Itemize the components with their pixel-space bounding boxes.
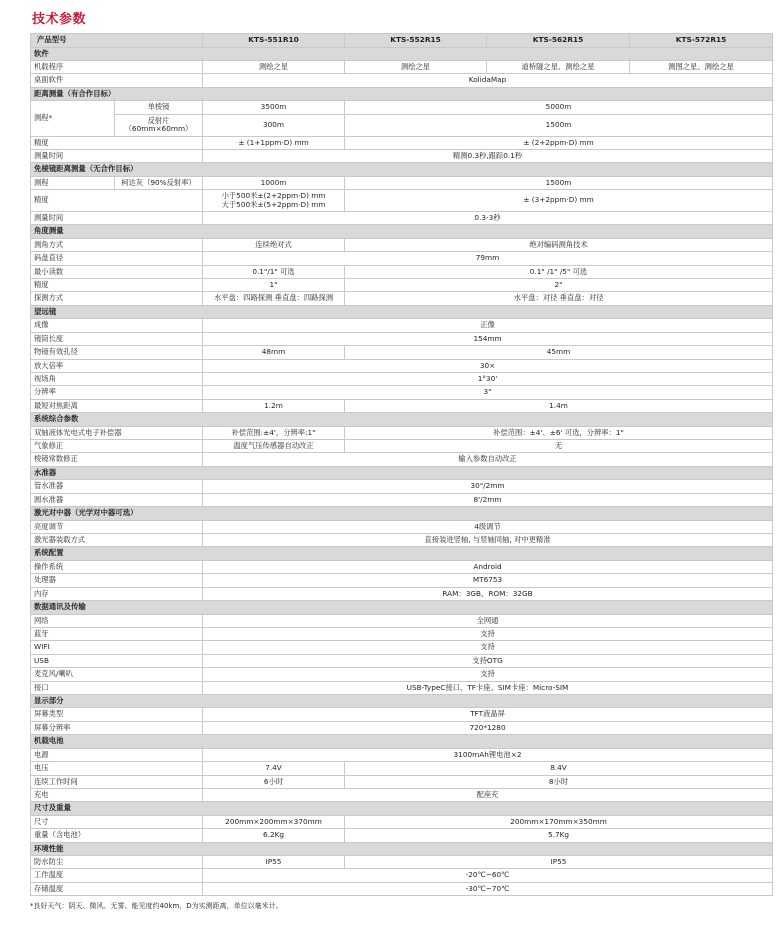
table-row bbox=[31, 176, 773, 189]
row-label: 内存 bbox=[31, 587, 203, 600]
table-row bbox=[31, 346, 773, 359]
row-value-right: 2" bbox=[345, 279, 773, 292]
row-label: 放大倍率 bbox=[31, 359, 203, 372]
table-row bbox=[31, 74, 773, 87]
header-cell-model: 产品型号 bbox=[31, 34, 203, 48]
row-label: 物镜有效孔径 bbox=[31, 346, 203, 359]
row-value-right: 无 bbox=[345, 439, 773, 452]
row-label: 网络 bbox=[31, 614, 203, 627]
row-value-right: 8.4V bbox=[345, 762, 773, 775]
row-label: 连续工作时间 bbox=[31, 775, 203, 788]
row-label: 测程* bbox=[31, 101, 115, 136]
row-value-left: 48mm bbox=[203, 346, 345, 359]
table-row bbox=[31, 493, 773, 506]
row-value-right: 200mm×170mm×350mm bbox=[345, 815, 773, 828]
table-row bbox=[31, 788, 773, 801]
section-header-row bbox=[31, 601, 773, 615]
row-value-1: 测绘之星 bbox=[203, 61, 345, 74]
header-cell-kts572r15: KTS-572R15 bbox=[630, 34, 773, 48]
table-row bbox=[31, 238, 773, 251]
row-value: 支持 bbox=[203, 627, 773, 640]
section-label: 望远镜 bbox=[31, 305, 773, 319]
table-row bbox=[31, 681, 773, 694]
section-label: 系统综合参数 bbox=[31, 413, 773, 427]
row-label: 最小读数 bbox=[31, 265, 203, 278]
row-label: 码盘直径 bbox=[31, 252, 203, 265]
table-row bbox=[31, 856, 773, 869]
row-value-left: 1.2m bbox=[203, 399, 345, 412]
table-row bbox=[31, 869, 773, 882]
row-label: 分辨率 bbox=[31, 386, 203, 399]
row-label: 处理器 bbox=[31, 574, 203, 587]
row-value: 30× bbox=[203, 359, 773, 372]
row-label: 镜筒长度 bbox=[31, 332, 203, 345]
row-value-right: 1500m bbox=[345, 176, 773, 189]
row-label: 防水防尘 bbox=[31, 856, 203, 869]
row-value-left: 1" bbox=[203, 279, 345, 292]
row-value-right: ± (3+2ppm·D) mm bbox=[345, 190, 773, 212]
row-value-left: 6小时 bbox=[203, 775, 345, 788]
row-value: 配座充 bbox=[203, 788, 773, 801]
section-label: 免棱镜距离测量（无合作目标） bbox=[31, 163, 773, 177]
table-row bbox=[31, 641, 773, 654]
row-value: 3100mAh锂电池×2 bbox=[203, 748, 773, 761]
specifications-table bbox=[30, 33, 773, 896]
table-row bbox=[31, 453, 773, 466]
table-row bbox=[31, 426, 773, 439]
row-value: 支持OTG bbox=[203, 654, 773, 667]
table-row bbox=[31, 399, 773, 412]
row-value-right: 5.7Kg bbox=[345, 829, 773, 842]
section-label: 角度测量 bbox=[31, 225, 773, 239]
row-value-left: 6.2Kg bbox=[203, 829, 345, 842]
footnote: *良好天气：阴天、微风、无雾、能见度约40km，D为实测距离，单位以毫米计。 bbox=[30, 902, 283, 911]
table-row bbox=[31, 332, 773, 345]
row-value-left: 7.4V bbox=[203, 762, 345, 775]
section-header-row bbox=[31, 413, 773, 427]
table-row bbox=[31, 654, 773, 667]
table-row bbox=[31, 533, 773, 546]
section-header-row bbox=[31, 694, 773, 708]
row-label: USB bbox=[31, 654, 203, 667]
row-value: 8'/2mm bbox=[203, 493, 773, 506]
section-label: 机载电池 bbox=[31, 735, 773, 749]
table-row bbox=[31, 149, 773, 162]
row-label: 棱镜常数修正 bbox=[31, 453, 203, 466]
row-value: 输入参数自动改正 bbox=[203, 453, 773, 466]
section-label: 软件 bbox=[31, 47, 773, 61]
row-label: 精度 bbox=[31, 136, 203, 149]
row-label: 蓝牙 bbox=[31, 627, 203, 640]
row-value: -30℃~70℃ bbox=[203, 882, 773, 895]
table-row bbox=[31, 627, 773, 640]
section-header-row bbox=[31, 305, 773, 319]
row-label: 麦克风/喇叭 bbox=[31, 668, 203, 681]
row-value-right: 1.4m bbox=[345, 399, 773, 412]
row-value: 720*1280 bbox=[203, 721, 773, 734]
row-value: 79mm bbox=[203, 252, 773, 265]
row-label: 测量时间 bbox=[31, 149, 203, 162]
table-row bbox=[31, 319, 773, 332]
section-header-row bbox=[31, 802, 773, 816]
section-header-row bbox=[31, 547, 773, 561]
row-value: 4级调节 bbox=[203, 520, 773, 533]
row-value-left: 小于500米±(2+2ppm·D) mm 大于500米±(5+2ppm·D) mm bbox=[203, 190, 345, 212]
header-cell-kts551r10: KTS-551R10 bbox=[203, 34, 345, 48]
section-header-row bbox=[31, 87, 773, 101]
row-value: 全网通 bbox=[203, 614, 773, 627]
row-value-3: 道桥隧之星、测绘之星 bbox=[487, 61, 630, 74]
row-value-right: 补偿范围：±4'、±6' 可选，分辨率：1" bbox=[345, 426, 773, 439]
row-label: 成像 bbox=[31, 319, 203, 332]
row-value-2: 测绘之星 bbox=[345, 61, 487, 74]
table-body bbox=[31, 34, 773, 896]
row-value-left: ± (1+1ppm·D) mm bbox=[203, 136, 345, 149]
row-value: USB-TypeC接口、TF卡座、SIM卡座：Micro-SIM bbox=[203, 681, 773, 694]
row-label: 精度 bbox=[31, 279, 203, 292]
row-value-right: 8小时 bbox=[345, 775, 773, 788]
section-header-row bbox=[31, 842, 773, 856]
table-row bbox=[31, 829, 773, 842]
section-header-row bbox=[31, 47, 773, 61]
row-value: RAM：3GB，ROM：32GB bbox=[203, 587, 773, 600]
header-cell-kts552r15: KTS-552R15 bbox=[345, 34, 487, 48]
row-value: KolidaMap bbox=[203, 74, 773, 87]
table-row bbox=[31, 708, 773, 721]
row-label: 测角方式 bbox=[31, 238, 203, 251]
section-label: 水准器 bbox=[31, 466, 773, 480]
row-value-left: 补偿范围:±4'，分辨率:1" bbox=[203, 426, 345, 439]
table-row bbox=[31, 101, 773, 114]
row-label: 尺寸 bbox=[31, 815, 203, 828]
row-label: 测量时间 bbox=[31, 211, 203, 224]
row-value-left: 温度气压传感器自动改正 bbox=[203, 439, 345, 452]
row-sublabel: 反射片（60mm×60mm） bbox=[115, 114, 203, 136]
section-label: 距离测量（有合作目标） bbox=[31, 87, 773, 101]
row-value: 精测0.3秒,跟踪0.1秒 bbox=[203, 149, 773, 162]
row-value-right: 绝对编码测角技术 bbox=[345, 238, 773, 251]
table-row bbox=[31, 252, 773, 265]
row-sublabel: 柯达灰（90%反射率） bbox=[115, 176, 203, 189]
row-value: 支持 bbox=[203, 668, 773, 681]
row-value-right: ± (2+2ppm·D) mm bbox=[345, 136, 773, 149]
row-label: 桌面软件 bbox=[31, 74, 203, 87]
table-row bbox=[31, 372, 773, 385]
table-row bbox=[31, 190, 773, 212]
row-label: 双轴液体光电式电子补偿器 bbox=[31, 426, 203, 439]
section-label: 系统配置 bbox=[31, 547, 773, 561]
row-value-left: IP55 bbox=[203, 856, 345, 869]
row-value-left: 1000m bbox=[203, 176, 345, 189]
row-value-left: 0.1"/1" 可选 bbox=[203, 265, 345, 278]
table-row bbox=[31, 882, 773, 895]
row-value: MT6753 bbox=[203, 574, 773, 587]
row-value: TFT液晶屏 bbox=[203, 708, 773, 721]
row-label: 操作系统 bbox=[31, 560, 203, 573]
section-label: 激光对中器（光学对中器可选） bbox=[31, 507, 773, 521]
row-value: 0.3-3秒 bbox=[203, 211, 773, 224]
table-row bbox=[31, 748, 773, 761]
row-value: Android bbox=[203, 560, 773, 573]
row-label: 管水准器 bbox=[31, 480, 203, 493]
table-row bbox=[31, 520, 773, 533]
row-value-left: 200mm×200mm×370mm bbox=[203, 815, 345, 828]
table-row bbox=[31, 439, 773, 452]
section-label: 尺寸及重量 bbox=[31, 802, 773, 816]
row-label: 测程 bbox=[31, 176, 115, 189]
table-row bbox=[31, 114, 773, 136]
row-sublabel: 单棱镜 bbox=[115, 101, 203, 114]
row-value-left: 水平盘：四路探测 垂直盘：四路探测 bbox=[203, 292, 345, 305]
table-row bbox=[31, 668, 773, 681]
row-label: 机载程序 bbox=[31, 61, 203, 74]
row-value-left: 连续绝对式 bbox=[203, 238, 345, 251]
row-label: 精度 bbox=[31, 190, 203, 212]
row-label: 电压 bbox=[31, 762, 203, 775]
row-value-right: 5000m bbox=[345, 101, 773, 114]
table-row bbox=[31, 587, 773, 600]
row-value: -20℃~60℃ bbox=[203, 869, 773, 882]
section-label: 显示部分 bbox=[31, 694, 773, 708]
row-value-right: 45mm bbox=[345, 346, 773, 359]
row-label: 工作温度 bbox=[31, 869, 203, 882]
row-label: 屏幕类型 bbox=[31, 708, 203, 721]
row-label: 存储温度 bbox=[31, 882, 203, 895]
table-row bbox=[31, 762, 773, 775]
row-value-right: 1500m bbox=[345, 114, 773, 136]
row-label: 屏幕分辨率 bbox=[31, 721, 203, 734]
table-row bbox=[31, 292, 773, 305]
table-row bbox=[31, 136, 773, 149]
row-value: 154mm bbox=[203, 332, 773, 345]
page-title: 技术参数 bbox=[32, 12, 87, 27]
row-label: 圆水准器 bbox=[31, 493, 203, 506]
row-label: 激光器装载方式 bbox=[31, 533, 203, 546]
table-row bbox=[31, 211, 773, 224]
section-header-row bbox=[31, 735, 773, 749]
table-header-row bbox=[31, 34, 773, 48]
row-label: 探测方式 bbox=[31, 292, 203, 305]
table-row bbox=[31, 279, 773, 292]
row-label: 视场角 bbox=[31, 372, 203, 385]
section-label: 环境性能 bbox=[31, 842, 773, 856]
row-value: 1°30' bbox=[203, 372, 773, 385]
row-value-right: 水平盘：对径 垂直盘：对径 bbox=[345, 292, 773, 305]
section-header-row bbox=[31, 225, 773, 239]
row-value-left: 300m bbox=[203, 114, 345, 136]
row-value-right: 0.1" /1" /5" 可选 bbox=[345, 265, 773, 278]
header-cell-kts562r15: KTS-562R15 bbox=[487, 34, 630, 48]
table-row bbox=[31, 574, 773, 587]
section-header-row bbox=[31, 163, 773, 177]
table-row bbox=[31, 560, 773, 573]
row-label: 电源 bbox=[31, 748, 203, 761]
table-row bbox=[31, 775, 773, 788]
table-row bbox=[31, 614, 773, 627]
row-value: 直接装进竖轴, 与竖轴同轴, 对中更精准 bbox=[203, 533, 773, 546]
table-row bbox=[31, 359, 773, 372]
row-value-right: IP55 bbox=[345, 856, 773, 869]
row-label: WIFI bbox=[31, 641, 203, 654]
table-row bbox=[31, 815, 773, 828]
row-label: 气象修正 bbox=[31, 439, 203, 452]
row-label: 重量（含电池） bbox=[31, 829, 203, 842]
row-value: 支持 bbox=[203, 641, 773, 654]
row-label: 最短对焦距离 bbox=[31, 399, 203, 412]
table-row bbox=[31, 721, 773, 734]
row-value-left: 3500m bbox=[203, 101, 345, 114]
row-label: 亮度调节 bbox=[31, 520, 203, 533]
table-row bbox=[31, 61, 773, 74]
row-label: 接口 bbox=[31, 681, 203, 694]
row-label: 充电 bbox=[31, 788, 203, 801]
row-value: 3" bbox=[203, 386, 773, 399]
section-header-row bbox=[31, 507, 773, 521]
row-value: 30"/2mm bbox=[203, 480, 773, 493]
section-header-row bbox=[31, 466, 773, 480]
row-value-4: 测图之星、测绘之星 bbox=[630, 61, 773, 74]
table-row bbox=[31, 480, 773, 493]
row-value: 正像 bbox=[203, 319, 773, 332]
table-row bbox=[31, 386, 773, 399]
table-row bbox=[31, 265, 773, 278]
section-label: 数据通讯及传输 bbox=[31, 601, 773, 615]
